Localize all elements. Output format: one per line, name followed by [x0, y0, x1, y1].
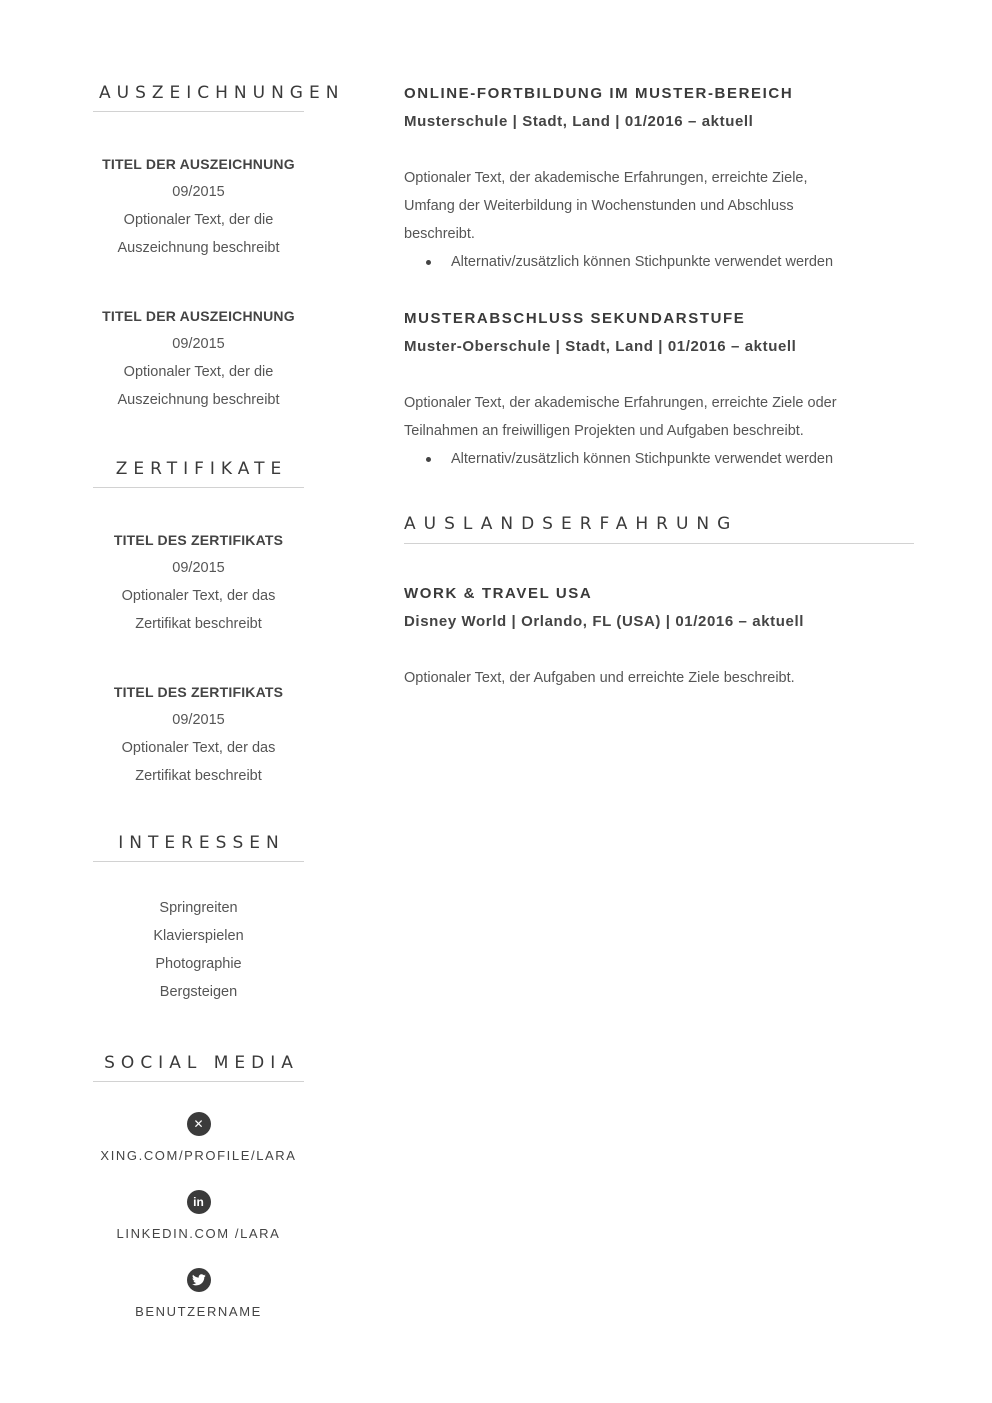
abroad-entry — [404, 580, 914, 692]
award-description: Auszeichnung beschreibt — [117, 240, 280, 256]
entry-subtitle: Muster-Oberschule | Stadt, Land | 01/2016 – aktuell — [404, 338, 797, 355]
xing-link[interactable]: XING.COM/PROFILE/LARA — [100, 1148, 297, 1163]
interest-item: Klavierspielen — [153, 928, 244, 944]
abroad-heading: AUSLANDSERFAHRUNG — [404, 511, 914, 544]
xing-icon: ✕ — [187, 1112, 211, 1136]
interest-item: Bergsteigen — [159, 984, 238, 1000]
entry-subtitle: Disney World | Orlando, FL (USA) | 01/2016 – aktuell — [404, 613, 804, 630]
description-line: beschreibt. — [404, 226, 475, 242]
entry-description — [404, 164, 914, 248]
interests-list — [93, 894, 304, 1006]
certificates-heading: ZERTIFIKATE — [93, 456, 304, 488]
main-column — [404, 80, 914, 692]
certificate-description: Zertifikat beschreibt — [135, 616, 262, 632]
description-line: Umfang der Weiterbildung in Wochenstunden und Abschluss — [404, 198, 794, 214]
certificate-description: Optionaler Text, der das — [121, 740, 276, 756]
award-description: Auszeichnung beschreibt — [117, 392, 280, 408]
entry-description: Optionaler Text, der Aufgaben und erreichte Ziele beschreibt. — [404, 670, 795, 686]
education-entry — [404, 305, 914, 473]
entry-description — [404, 389, 914, 445]
award-description: Optionaler Text, der die — [123, 364, 274, 380]
interests-heading: INTERESSEN — [93, 830, 304, 862]
certificate-description: Optionaler Text, der das — [121, 588, 276, 604]
education-entry — [404, 80, 914, 276]
award-title: TITEL DER AUSZEICHNUNG — [102, 308, 295, 324]
certificate-title: TITEL DES ZERTIFIKATS — [113, 532, 284, 548]
entry-title: MUSTERABSCHLUSS SEKUNDARSTUFE — [404, 310, 746, 327]
award-item — [93, 302, 304, 414]
linkedin-icon: in — [187, 1190, 211, 1214]
interest-item: Photographie — [155, 956, 242, 972]
social-xing[interactable] — [93, 1112, 304, 1166]
social-media-heading: SOCIAL MEDIA — [93, 1050, 304, 1082]
award-date: 09/2015 — [172, 336, 225, 352]
certificate-item — [93, 526, 304, 638]
interest-item: Springreiten — [159, 900, 238, 916]
certificate-date: 09/2015 — [172, 712, 225, 728]
award-date: 09/2015 — [172, 184, 225, 200]
award-title: TITEL DER AUSZEICHNUNG — [102, 156, 295, 172]
entry-title: ONLINE-FORTBILDUNG IM MUSTER-BEREICH — [404, 85, 794, 102]
certificate-title: TITEL DES ZERTIFIKATS — [113, 684, 284, 700]
certificate-date: 09/2015 — [172, 560, 225, 576]
twitter-icon — [187, 1268, 211, 1292]
award-item — [93, 150, 304, 262]
linkedin-link[interactable]: LINKEDIN.COM /LARA — [116, 1226, 281, 1241]
description-line: Optionaler Text, der akademische Erfahrungen, erreichte Ziele, — [404, 170, 808, 186]
certificate-description: Zertifikat beschreibt — [135, 768, 262, 784]
description-line: Optionaler Text, der akademische Erfahrungen, erreichte Ziele oder — [404, 395, 837, 411]
social-linkedin[interactable] — [93, 1190, 304, 1244]
bullet-item: Alternativ/zusätzlich können Stichpunkte verwendet werden — [404, 445, 914, 473]
award-description: Optionaler Text, der die — [123, 212, 274, 228]
social-twitter[interactable] — [93, 1268, 304, 1322]
twitter-username[interactable]: BENUTZERNAME — [135, 1304, 262, 1319]
awards-heading: AUSZEICHNUNGEN — [93, 80, 304, 112]
entry-subtitle: Musterschule | Stadt, Land | 01/2016 – aktuell — [404, 113, 754, 130]
sidebar — [93, 80, 345, 1322]
entry-title: WORK & TRAVEL USA — [404, 585, 593, 602]
bullet-item: Alternativ/zusätzlich können Stichpunkte verwendet werden — [404, 248, 914, 276]
certificate-item — [93, 678, 304, 790]
description-line: Teilnahmen an freiwilligen Projekten und Aufgaben beschreibt. — [404, 423, 804, 439]
